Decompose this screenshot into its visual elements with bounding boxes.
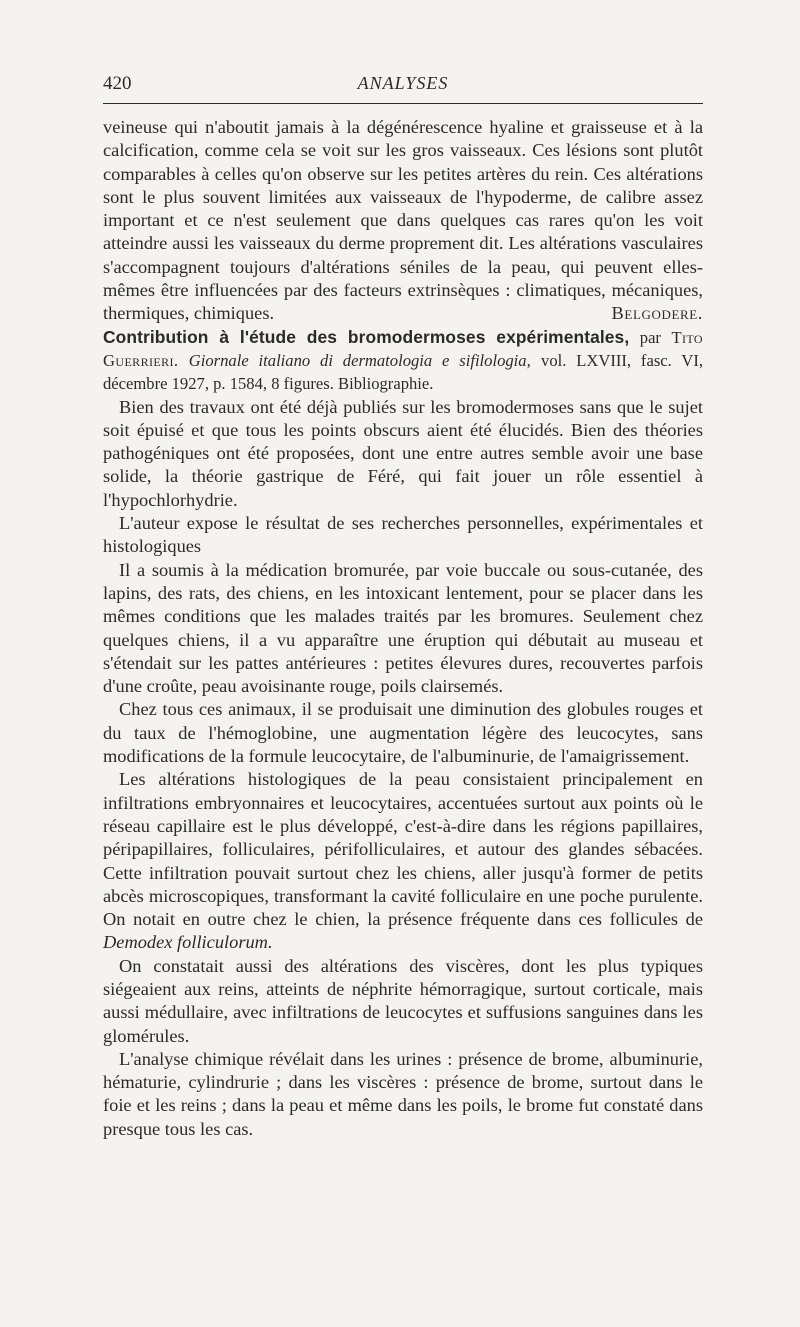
- page-body: [103, 116, 703, 1141]
- paragraph: L'analyse chimique révélait dans les urines : présence de brome, albuminurie, hématurie, cylindrurie ; dans les viscères : présence de brome, surtout dans le foie et les reins ; dans la peau et même dans les poils, le brome fut constaté dans presque tous les cas.: [103, 1048, 703, 1139]
- article-author: Tito Guerrieri.: [103, 327, 703, 370]
- page-number: 420: [103, 73, 132, 94]
- paragraph: L'auteur expose le résultat de ses recherches personnelles, expérimentales et histologiques: [103, 513, 703, 557]
- paragraph: [103, 768, 703, 954]
- article-heading: [103, 326, 703, 396]
- journal-title: Giornale italiano di dermatologia e sifilologia,: [188, 350, 531, 370]
- species-name: Demodex folliculorum.: [103, 932, 273, 953]
- page-header: [103, 73, 703, 97]
- header-rule: [103, 103, 703, 104]
- article-by: par: [639, 327, 661, 347]
- article-title: Contribution à l'étude des bromodermoses expérimentales,: [103, 326, 630, 347]
- citation-details: vol. LXVIII, fasc. VI, décembre 1927, p. 1584, 8 figures. Bibliographie.: [103, 350, 703, 394]
- paragraph: Chez tous ces animaux, il se produisait une diminution des globules rouges et du taux de l'hémoglobine, une augmentation légère des leucocytes, sans modifications de la formule leucocytaire, de l'albuminurie, de l'amaigrissement.: [103, 699, 703, 767]
- prev-article-text: veineuse qui n'aboutit jamais à la dégénérescence hyaline et graisseuse et à la calcification, comme cela se voit sur les gros vaisseaux. Ces lésions sont plutôt comparables à celles qu'on observe sur les petites artères du rein. Ces altérations sont le plus souvent limitées aux vaisseaux de l'hypoderme, de calibre assez important et ce n'est seulement que dans quelques cas rares qu'on les voit atteindre aussi les vaisseaux du derme proprement dit. Les altérations vasculaires s'accompagnent toujours d'altérations séniles de la peau, qui peuvent elles-mêmes être influencées par des facteurs extrinsèques : climatiques, mécaniques, thermiques, chimiques.: [103, 117, 703, 324]
- running-title: ANALYSES: [357, 73, 449, 93]
- paragraph-text: Les altérations histologiques de la peau consistaient principalement en infiltrations embryonnaires et leucocytaires, accentuées surtout aux points où le réseau capillaire est le plus développé, c'est-à-dire dans les régions papillaires, péripapillaires, folliculaires, périfolliculaires, et autour des glandes sébacées. Cette infiltration pouvait surtout chez les chiens, aller jusqu'à former de petits abcès microscopiques, transformant la cavité folliculaire en une poche purulente. On notait en outre chez le chien, la présence fréquente dans ces follicules de: [103, 769, 703, 930]
- paragraph: Il a soumis à la médication bromurée, par voie buccale ou sous-cutanée, des lapins, des rats, des chiens, en les intoxicant lentement, pour se placer dans les mêmes conditions que les malades traités par les bromures. Seulement chez quelques chiens, il a vu apparaître une éruption qui débutait au museau et s'étendait sur les pattes antérieures : petites élevures dures, recouvertes parfois d'une croûte, peau avoisinante rouge, poils clairsemés.: [103, 559, 703, 697]
- paragraph: On constatait aussi des altérations des viscères, dont les plus typiques siégeaient aux reins, atteints de néphrite hémorragique, surtout corticale, mais aussi médullaire, avec infiltrations de leucocytes et suffusions sanguines dans les glomérules.: [103, 955, 703, 1046]
- paragraph: Bien des travaux ont été déjà publiés sur les bromodermoses sans que le sujet soit épuisé et que tous les points obscurs aient été élucidés. Bien des théories pathogéniques ont été proposées, dont une entre autres semble avoir une base solide, la théorie gastrique de Féré, qui fait jouer un rôle essentiel à l'hypochlorhydrie.: [103, 396, 703, 510]
- prev-article-end: [103, 116, 703, 326]
- reviewer-signature: Belgodere.: [611, 303, 703, 324]
